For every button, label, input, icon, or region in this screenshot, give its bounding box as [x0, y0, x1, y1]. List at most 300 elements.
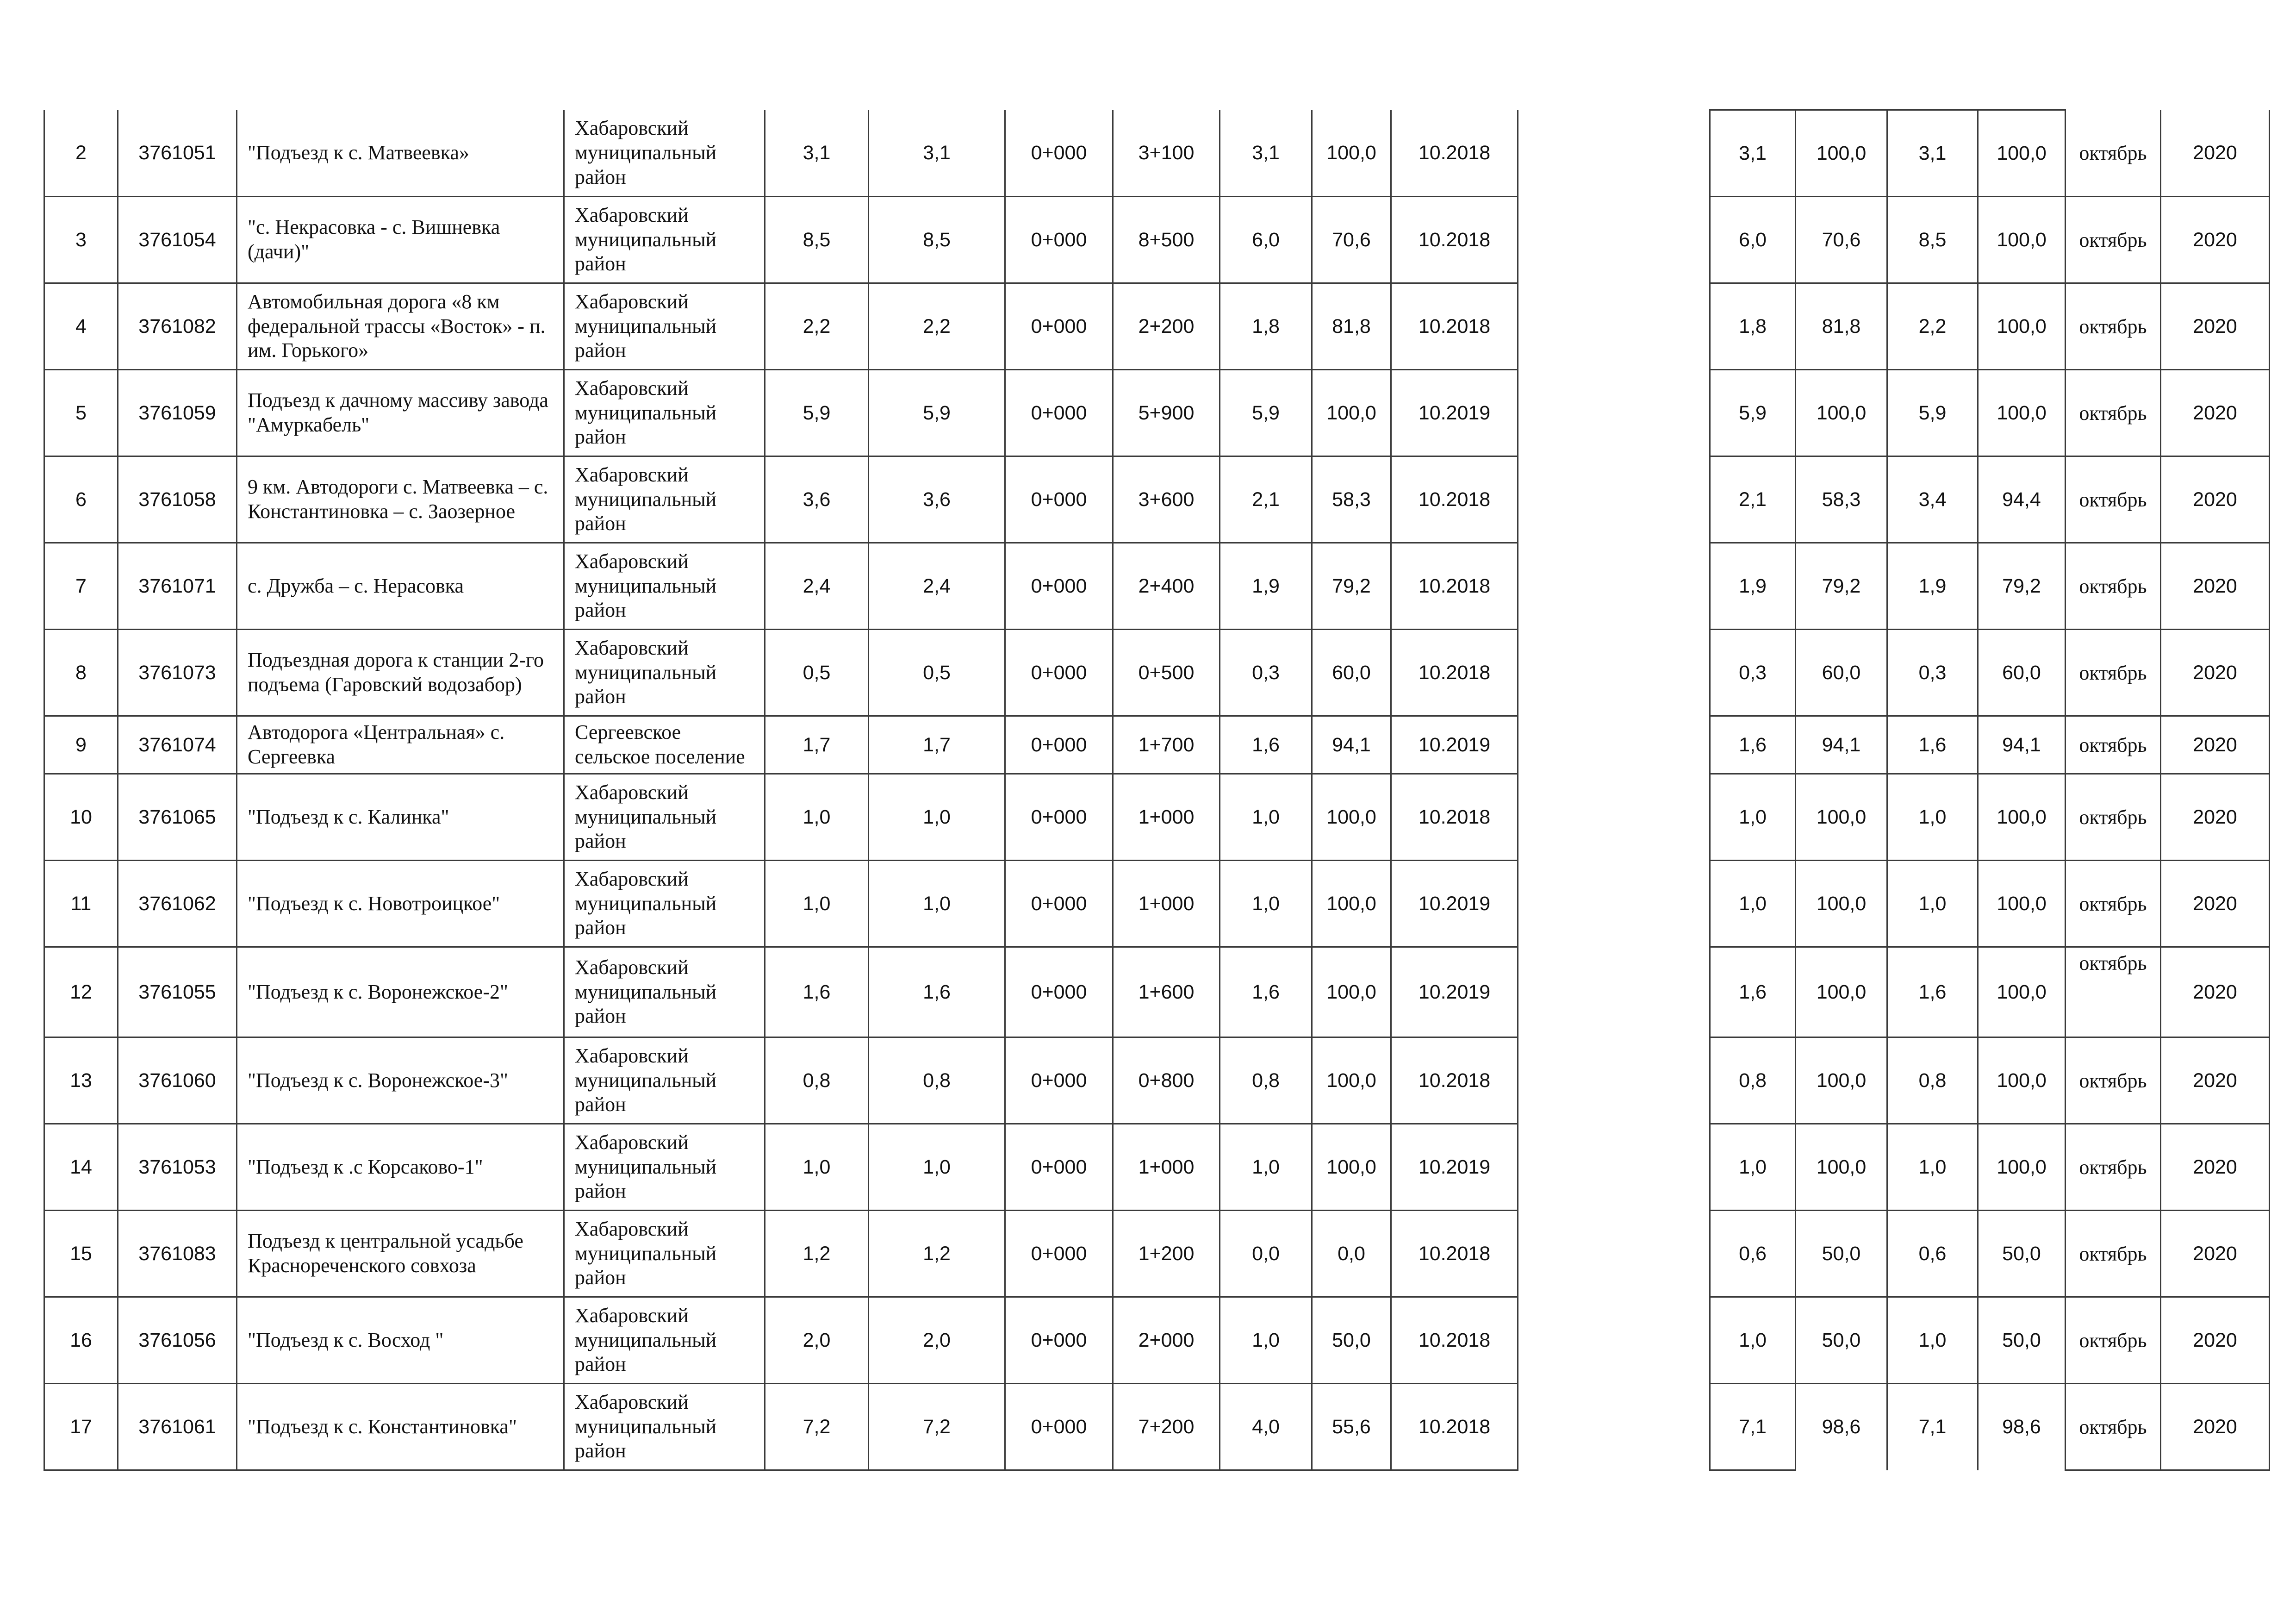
- row-number-cell: 3: [44, 197, 118, 283]
- table-row: [44, 947, 2270, 1037]
- empty-cell-a: [1518, 1297, 1614, 1384]
- survey-date-cell: 10.2018: [1391, 630, 1518, 716]
- road-name-cell: "Подъезд к с. Восход ": [237, 1297, 564, 1384]
- year-cell: 2020: [2161, 774, 2270, 861]
- km-end-cell: 8+500: [1113, 197, 1220, 283]
- empty-cell-a: [1518, 861, 1614, 947]
- normative-length-cell: 1,0: [1220, 1124, 1312, 1211]
- normative-length-cell: 1,0: [1220, 1297, 1312, 1384]
- empty-cell-a: [1518, 716, 1614, 774]
- empty-cell-b: [1614, 110, 1710, 197]
- year-cell: 2020: [2161, 110, 2270, 197]
- survey-date-cell: 10.2018: [1391, 1211, 1518, 1297]
- normative-percent-cell: 100,0: [1312, 1037, 1391, 1124]
- normative-length-cell: 1,6: [1220, 947, 1312, 1037]
- length-total-cell: 1,2: [765, 1211, 869, 1297]
- year-cell: 2020: [2161, 197, 2270, 283]
- km-start-cell: 0+000: [1005, 1037, 1113, 1124]
- survey-date-cell: 10.2019: [1391, 370, 1518, 456]
- planned-percent-cell: 81,8: [1796, 283, 1887, 370]
- length-hard-surface-cell: 1,0: [869, 1124, 1005, 1211]
- owner-cell: Хабаровский муниципальный район: [564, 774, 765, 861]
- survey-date-cell: 10.2018: [1391, 543, 1518, 630]
- result-length-cell: 1,6: [1887, 947, 1978, 1037]
- result-length-cell: 7,1: [1887, 1384, 1978, 1470]
- planned-length-cell: 1,6: [1710, 947, 1796, 1037]
- km-end-cell: 0+500: [1113, 630, 1220, 716]
- roads-table: [44, 109, 2270, 1471]
- year-cell: 2020: [2161, 370, 2270, 456]
- table-row: [44, 543, 2270, 630]
- result-percent-cell: 100,0: [1978, 197, 2066, 283]
- normative-length-cell: 0,0: [1220, 1211, 1312, 1297]
- row-number-cell: 11: [44, 861, 118, 947]
- owner-cell: Хабаровский муниципальный район: [564, 1124, 765, 1211]
- empty-cell-b: [1614, 543, 1710, 630]
- result-percent-cell: 100,0: [1978, 370, 2066, 456]
- year-cell: 2020: [2161, 861, 2270, 947]
- empty-cell-b: [1614, 1124, 1710, 1211]
- km-end-cell: 1+000: [1113, 774, 1220, 861]
- planned-percent-cell: 100,0: [1796, 370, 1887, 456]
- normative-percent-cell: 60,0: [1312, 630, 1391, 716]
- length-total-cell: 2,4: [765, 543, 869, 630]
- length-total-cell: 1,0: [765, 861, 869, 947]
- length-hard-surface-cell: 1,2: [869, 1211, 1005, 1297]
- length-hard-surface-cell: 2,0: [869, 1297, 1005, 1384]
- table-row: [44, 1124, 2270, 1211]
- result-percent-cell: 79,2: [1978, 543, 2066, 630]
- result-length-cell: 3,4: [1887, 456, 1978, 543]
- km-start-cell: 0+000: [1005, 1384, 1113, 1470]
- owner-cell: Хабаровский муниципальный район: [564, 283, 765, 370]
- length-total-cell: 2,2: [765, 283, 869, 370]
- month-cell: октябрь: [2066, 110, 2161, 197]
- owner-cell: Хабаровский муниципальный район: [564, 543, 765, 630]
- result-length-cell: 2,2: [1887, 283, 1978, 370]
- month-cell: октябрь: [2066, 1211, 2161, 1297]
- row-number-cell: 12: [44, 947, 118, 1037]
- empty-cell-a: [1518, 1124, 1614, 1211]
- row-number-cell: 14: [44, 1124, 118, 1211]
- table-row: [44, 370, 2270, 456]
- road-code-cell: 3761053: [118, 1124, 237, 1211]
- km-end-cell: 1+700: [1113, 716, 1220, 774]
- km-start-cell: 0+000: [1005, 543, 1113, 630]
- road-code-cell: 3761082: [118, 283, 237, 370]
- result-length-cell: 0,3: [1887, 630, 1978, 716]
- length-hard-surface-cell: 0,8: [869, 1037, 1005, 1124]
- road-name-cell: Автодорога «Центральная» с. Сергеевка: [237, 716, 564, 774]
- month-cell: октябрь: [2066, 1384, 2161, 1470]
- km-end-cell: 7+200: [1113, 1384, 1220, 1470]
- length-total-cell: 1,7: [765, 716, 869, 774]
- empty-cell-b: [1614, 1297, 1710, 1384]
- length-total-cell: 1,0: [765, 1124, 869, 1211]
- road-code-cell: 3761060: [118, 1037, 237, 1124]
- table-row: [44, 630, 2270, 716]
- km-start-cell: 0+000: [1005, 283, 1113, 370]
- planned-percent-cell: 50,0: [1796, 1297, 1887, 1384]
- empty-cell-a: [1518, 283, 1614, 370]
- table-row: [44, 197, 2270, 283]
- planned-length-cell: 1,8: [1710, 283, 1796, 370]
- km-start-cell: 0+000: [1005, 1124, 1113, 1211]
- length-total-cell: 1,0: [765, 774, 869, 861]
- length-hard-surface-cell: 7,2: [869, 1384, 1005, 1470]
- survey-date-cell: 10.2018: [1391, 197, 1518, 283]
- month-cell: октябрь: [2066, 1037, 2161, 1124]
- planned-percent-cell: 60,0: [1796, 630, 1887, 716]
- survey-date-cell: 10.2018: [1391, 1384, 1518, 1470]
- result-percent-cell: 100,0: [1978, 283, 2066, 370]
- empty-cell-b: [1614, 861, 1710, 947]
- length-hard-surface-cell: 1,6: [869, 947, 1005, 1037]
- owner-cell: Хабаровский муниципальный район: [564, 947, 765, 1037]
- km-end-cell: 3+100: [1113, 110, 1220, 197]
- owner-cell: Хабаровский муниципальный район: [564, 630, 765, 716]
- planned-length-cell: 0,3: [1710, 630, 1796, 716]
- road-code-cell: 3761061: [118, 1384, 237, 1470]
- month-cell: октябрь: [2066, 1297, 2161, 1384]
- month-cell: октябрь: [2066, 543, 2161, 630]
- road-name-cell: Подъезд к дачному массиву завода "Амуркабель": [237, 370, 564, 456]
- table-row: [44, 1384, 2270, 1470]
- km-start-cell: 0+000: [1005, 370, 1113, 456]
- result-length-cell: 1,0: [1887, 861, 1978, 947]
- road-code-cell: 3761056: [118, 1297, 237, 1384]
- empty-cell-a: [1518, 1211, 1614, 1297]
- owner-cell: Хабаровский муниципальный район: [564, 1384, 765, 1470]
- planned-percent-cell: 58,3: [1796, 456, 1887, 543]
- km-start-cell: 0+000: [1005, 947, 1113, 1037]
- km-start-cell: 0+000: [1005, 197, 1113, 283]
- table-row: [44, 1211, 2270, 1297]
- normative-length-cell: 6,0: [1220, 197, 1312, 283]
- empty-cell-a: [1518, 370, 1614, 456]
- survey-date-cell: 10.2018: [1391, 110, 1518, 197]
- planned-percent-cell: 100,0: [1796, 774, 1887, 861]
- length-total-cell: 0,8: [765, 1037, 869, 1124]
- planned-length-cell: 1,0: [1710, 774, 1796, 861]
- empty-cell-b: [1614, 197, 1710, 283]
- result-percent-cell: 100,0: [1978, 774, 2066, 861]
- result-percent-cell: 100,0: [1978, 861, 2066, 947]
- result-percent-cell: 100,0: [1978, 1037, 2066, 1124]
- owner-cell: Хабаровский муниципальный район: [564, 197, 765, 283]
- row-number-cell: 13: [44, 1037, 118, 1124]
- owner-cell: Хабаровский муниципальный район: [564, 1211, 765, 1297]
- planned-length-cell: 1,6: [1710, 716, 1796, 774]
- result-length-cell: 8,5: [1887, 197, 1978, 283]
- month-cell: октябрь: [2066, 283, 2161, 370]
- row-number-cell: 16: [44, 1297, 118, 1384]
- road-code-cell: 3761083: [118, 1211, 237, 1297]
- km-start-cell: 0+000: [1005, 1211, 1113, 1297]
- month-cell: октябрь: [2066, 630, 2161, 716]
- normative-percent-cell: 100,0: [1312, 370, 1391, 456]
- table-row: [44, 1297, 2270, 1384]
- empty-cell-b: [1614, 283, 1710, 370]
- normative-length-cell: 1,8: [1220, 283, 1312, 370]
- planned-length-cell: 0,6: [1710, 1211, 1796, 1297]
- result-percent-cell: 50,0: [1978, 1211, 2066, 1297]
- normative-percent-cell: 58,3: [1312, 456, 1391, 543]
- result-percent-cell: 98,6: [1978, 1384, 2066, 1470]
- survey-date-cell: 10.2018: [1391, 283, 1518, 370]
- length-total-cell: 8,5: [765, 197, 869, 283]
- road-code-cell: 3761054: [118, 197, 237, 283]
- result-length-cell: 1,9: [1887, 543, 1978, 630]
- km-end-cell: 1+000: [1113, 1124, 1220, 1211]
- result-percent-cell: 100,0: [1978, 947, 2066, 1037]
- result-length-cell: 3,1: [1887, 110, 1978, 197]
- planned-percent-cell: 100,0: [1796, 947, 1887, 1037]
- length-hard-surface-cell: 8,5: [869, 197, 1005, 283]
- result-length-cell: 1,0: [1887, 774, 1978, 861]
- km-end-cell: 0+800: [1113, 1037, 1220, 1124]
- planned-length-cell: 3,1: [1710, 110, 1796, 197]
- normative-percent-cell: 100,0: [1312, 861, 1391, 947]
- planned-percent-cell: 100,0: [1796, 110, 1887, 197]
- road-name-cell: "Подъезд к .с Корсаково-1": [237, 1124, 564, 1211]
- planned-percent-cell: 79,2: [1796, 543, 1887, 630]
- km-start-cell: 0+000: [1005, 861, 1113, 947]
- km-start-cell: 0+000: [1005, 110, 1113, 197]
- result-length-cell: 1,6: [1887, 716, 1978, 774]
- length-total-cell: 3,6: [765, 456, 869, 543]
- result-length-cell: 0,6: [1887, 1211, 1978, 1297]
- survey-date-cell: 10.2019: [1391, 861, 1518, 947]
- normative-percent-cell: 100,0: [1312, 947, 1391, 1037]
- normative-percent-cell: 81,8: [1312, 283, 1391, 370]
- month-cell: октябрь: [2066, 197, 2161, 283]
- empty-cell-a: [1518, 456, 1614, 543]
- result-length-cell: 1,0: [1887, 1297, 1978, 1384]
- planned-length-cell: 0,8: [1710, 1037, 1796, 1124]
- month-cell: октябрь: [2066, 716, 2161, 774]
- km-start-cell: 0+000: [1005, 774, 1113, 861]
- length-hard-surface-cell: 3,6: [869, 456, 1005, 543]
- length-hard-surface-cell: 2,4: [869, 543, 1005, 630]
- km-end-cell: 2+400: [1113, 543, 1220, 630]
- result-percent-cell: 60,0: [1978, 630, 2066, 716]
- row-number-cell: 7: [44, 543, 118, 630]
- empty-cell-a: [1518, 947, 1614, 1037]
- empty-cell-a: [1518, 110, 1614, 197]
- row-number-cell: 2: [44, 110, 118, 197]
- road-name-cell: 9 км. Автодороги с. Матвеевка – с. Константиновка – с. Заозерное: [237, 456, 564, 543]
- survey-date-cell: 10.2019: [1391, 947, 1518, 1037]
- table-body: [44, 110, 2270, 1470]
- year-cell: 2020: [2161, 716, 2270, 774]
- survey-date-cell: 10.2018: [1391, 774, 1518, 861]
- km-end-cell: 2+000: [1113, 1297, 1220, 1384]
- empty-cell-b: [1614, 630, 1710, 716]
- length-total-cell: 2,0: [765, 1297, 869, 1384]
- planned-percent-cell: 100,0: [1796, 1037, 1887, 1124]
- result-percent-cell: 50,0: [1978, 1297, 2066, 1384]
- month-cell: октябрь: [2066, 1124, 2161, 1211]
- empty-cell-a: [1518, 1384, 1614, 1470]
- road-code-cell: 3761065: [118, 774, 237, 861]
- empty-cell-b: [1614, 370, 1710, 456]
- empty-cell-a: [1518, 197, 1614, 283]
- planned-length-cell: 1,0: [1710, 1124, 1796, 1211]
- table-row: [44, 456, 2270, 543]
- year-cell: 2020: [2161, 1037, 2270, 1124]
- road-name-cell: "Подъезд к с. Воронежское-2": [237, 947, 564, 1037]
- empty-cell-b: [1614, 1211, 1710, 1297]
- road-name-cell: "Подъезд к с. Калинка": [237, 774, 564, 861]
- length-total-cell: 1,6: [765, 947, 869, 1037]
- planned-length-cell: 7,1: [1710, 1384, 1796, 1470]
- road-name-cell: Подъезд к центральной усадьбе Краснореченского совхоза: [237, 1211, 564, 1297]
- planned-percent-cell: 98,6: [1796, 1384, 1887, 1470]
- road-name-cell: Подъездная дорога к станции 2-го подъема (Гаровский водозабор): [237, 630, 564, 716]
- owner-cell: Хабаровский муниципальный район: [564, 1297, 765, 1384]
- normative-length-cell: 3,1: [1220, 110, 1312, 197]
- result-length-cell: 0,8: [1887, 1037, 1978, 1124]
- planned-length-cell: 1,0: [1710, 1297, 1796, 1384]
- length-hard-surface-cell: 2,2: [869, 283, 1005, 370]
- empty-cell-b: [1614, 716, 1710, 774]
- normative-percent-cell: 55,6: [1312, 1384, 1391, 1470]
- km-end-cell: 5+900: [1113, 370, 1220, 456]
- year-cell: 2020: [2161, 1297, 2270, 1384]
- km-end-cell: 1+200: [1113, 1211, 1220, 1297]
- length-total-cell: 5,9: [765, 370, 869, 456]
- month-cell: октябрь: [2066, 861, 2161, 947]
- km-end-cell: 1+600: [1113, 947, 1220, 1037]
- km-start-cell: 0+000: [1005, 456, 1113, 543]
- month-cell: октябрь: [2066, 774, 2161, 861]
- result-percent-cell: 100,0: [1978, 1124, 2066, 1211]
- year-cell: 2020: [2161, 630, 2270, 716]
- km-start-cell: 0+000: [1005, 1297, 1113, 1384]
- year-cell: 2020: [2161, 543, 2270, 630]
- km-start-cell: 0+000: [1005, 716, 1113, 774]
- table-row: [44, 774, 2270, 861]
- empty-cell-b: [1614, 774, 1710, 861]
- length-hard-surface-cell: 3,1: [869, 110, 1005, 197]
- table-row: [44, 110, 2270, 197]
- road-code-cell: 3761055: [118, 947, 237, 1037]
- normative-percent-cell: 0,0: [1312, 1211, 1391, 1297]
- year-cell: 2020: [2161, 283, 2270, 370]
- table-row: [44, 283, 2270, 370]
- planned-length-cell: 2,1: [1710, 456, 1796, 543]
- length-hard-surface-cell: 1,0: [869, 774, 1005, 861]
- empty-cell-a: [1518, 630, 1614, 716]
- planned-percent-cell: 94,1: [1796, 716, 1887, 774]
- normative-percent-cell: 100,0: [1312, 110, 1391, 197]
- owner-cell: Хабаровский муниципальный район: [564, 456, 765, 543]
- road-name-cell: с. Дружба – с. Нерасовка: [237, 543, 564, 630]
- length-hard-surface-cell: 1,7: [869, 716, 1005, 774]
- normative-percent-cell: 70,6: [1312, 197, 1391, 283]
- normative-percent-cell: 100,0: [1312, 774, 1391, 861]
- row-number-cell: 4: [44, 283, 118, 370]
- table-row: [44, 1037, 2270, 1124]
- length-hard-surface-cell: 1,0: [869, 861, 1005, 947]
- survey-date-cell: 10.2019: [1391, 716, 1518, 774]
- road-name-cell: Автомобильная дорога «8 км федеральной трассы «Восток» - п. им. Горького»: [237, 283, 564, 370]
- month-cell: октябрь: [2066, 456, 2161, 543]
- result-percent-cell: 100,0: [1978, 110, 2066, 197]
- planned-length-cell: 5,9: [1710, 370, 1796, 456]
- road-code-cell: 3761074: [118, 716, 237, 774]
- normative-percent-cell: 50,0: [1312, 1297, 1391, 1384]
- owner-cell: Хабаровский муниципальный район: [564, 861, 765, 947]
- owner-cell: Хабаровский муниципальный район: [564, 1037, 765, 1124]
- month-cell: октябрь: [2066, 947, 2161, 1037]
- year-cell: 2020: [2161, 1124, 2270, 1211]
- normative-length-cell: 1,0: [1220, 774, 1312, 861]
- table-row: [44, 716, 2270, 774]
- year-cell: 2020: [2161, 947, 2270, 1037]
- length-hard-surface-cell: 5,9: [869, 370, 1005, 456]
- empty-cell-a: [1518, 543, 1614, 630]
- table-row: [44, 861, 2270, 947]
- owner-cell: Хабаровский муниципальный район: [564, 370, 765, 456]
- survey-date-cell: 10.2018: [1391, 1297, 1518, 1384]
- km-end-cell: 2+200: [1113, 283, 1220, 370]
- empty-cell-b: [1614, 456, 1710, 543]
- normative-length-cell: 1,6: [1220, 716, 1312, 774]
- length-total-cell: 3,1: [765, 110, 869, 197]
- road-name-cell: "Подъезд к с. Матвеевка»: [237, 110, 564, 197]
- row-number-cell: 8: [44, 630, 118, 716]
- empty-cell-b: [1614, 1037, 1710, 1124]
- km-end-cell: 1+000: [1113, 861, 1220, 947]
- road-name-cell: "Подъезд к с. Константиновка": [237, 1384, 564, 1470]
- normative-length-cell: 4,0: [1220, 1384, 1312, 1470]
- row-number-cell: 10: [44, 774, 118, 861]
- km-start-cell: 0+000: [1005, 630, 1113, 716]
- empty-cell-b: [1614, 1384, 1710, 1470]
- row-number-cell: 15: [44, 1211, 118, 1297]
- normative-length-cell: 1,9: [1220, 543, 1312, 630]
- row-number-cell: 17: [44, 1384, 118, 1470]
- survey-date-cell: 10.2018: [1391, 1037, 1518, 1124]
- owner-cell: Хабаровский муниципальный район: [564, 110, 765, 197]
- planned-length-cell: 1,9: [1710, 543, 1796, 630]
- road-code-cell: 3761073: [118, 630, 237, 716]
- normative-length-cell: 1,0: [1220, 861, 1312, 947]
- row-number-cell: 5: [44, 370, 118, 456]
- planned-percent-cell: 100,0: [1796, 1124, 1887, 1211]
- road-name-cell: "с. Некрасовка - с. Вишневка (дачи)": [237, 197, 564, 283]
- length-total-cell: 0,5: [765, 630, 869, 716]
- road-code-cell: 3761071: [118, 543, 237, 630]
- road-code-cell: 3761062: [118, 861, 237, 947]
- result-length-cell: 5,9: [1887, 370, 1978, 456]
- owner-cell: Сергеевское сельское поселение: [564, 716, 765, 774]
- year-cell: 2020: [2161, 456, 2270, 543]
- row-number-cell: 9: [44, 716, 118, 774]
- road-name-cell: "Подъезд к с. Воронежское-3": [237, 1037, 564, 1124]
- normative-length-cell: 5,9: [1220, 370, 1312, 456]
- survey-date-cell: 10.2018: [1391, 456, 1518, 543]
- planned-percent-cell: 100,0: [1796, 861, 1887, 947]
- planned-percent-cell: 70,6: [1796, 197, 1887, 283]
- planned-length-cell: 1,0: [1710, 861, 1796, 947]
- planned-length-cell: 6,0: [1710, 197, 1796, 283]
- month-cell: октябрь: [2066, 370, 2161, 456]
- result-length-cell: 1,0: [1887, 1124, 1978, 1211]
- road-code-cell: 3761059: [118, 370, 237, 456]
